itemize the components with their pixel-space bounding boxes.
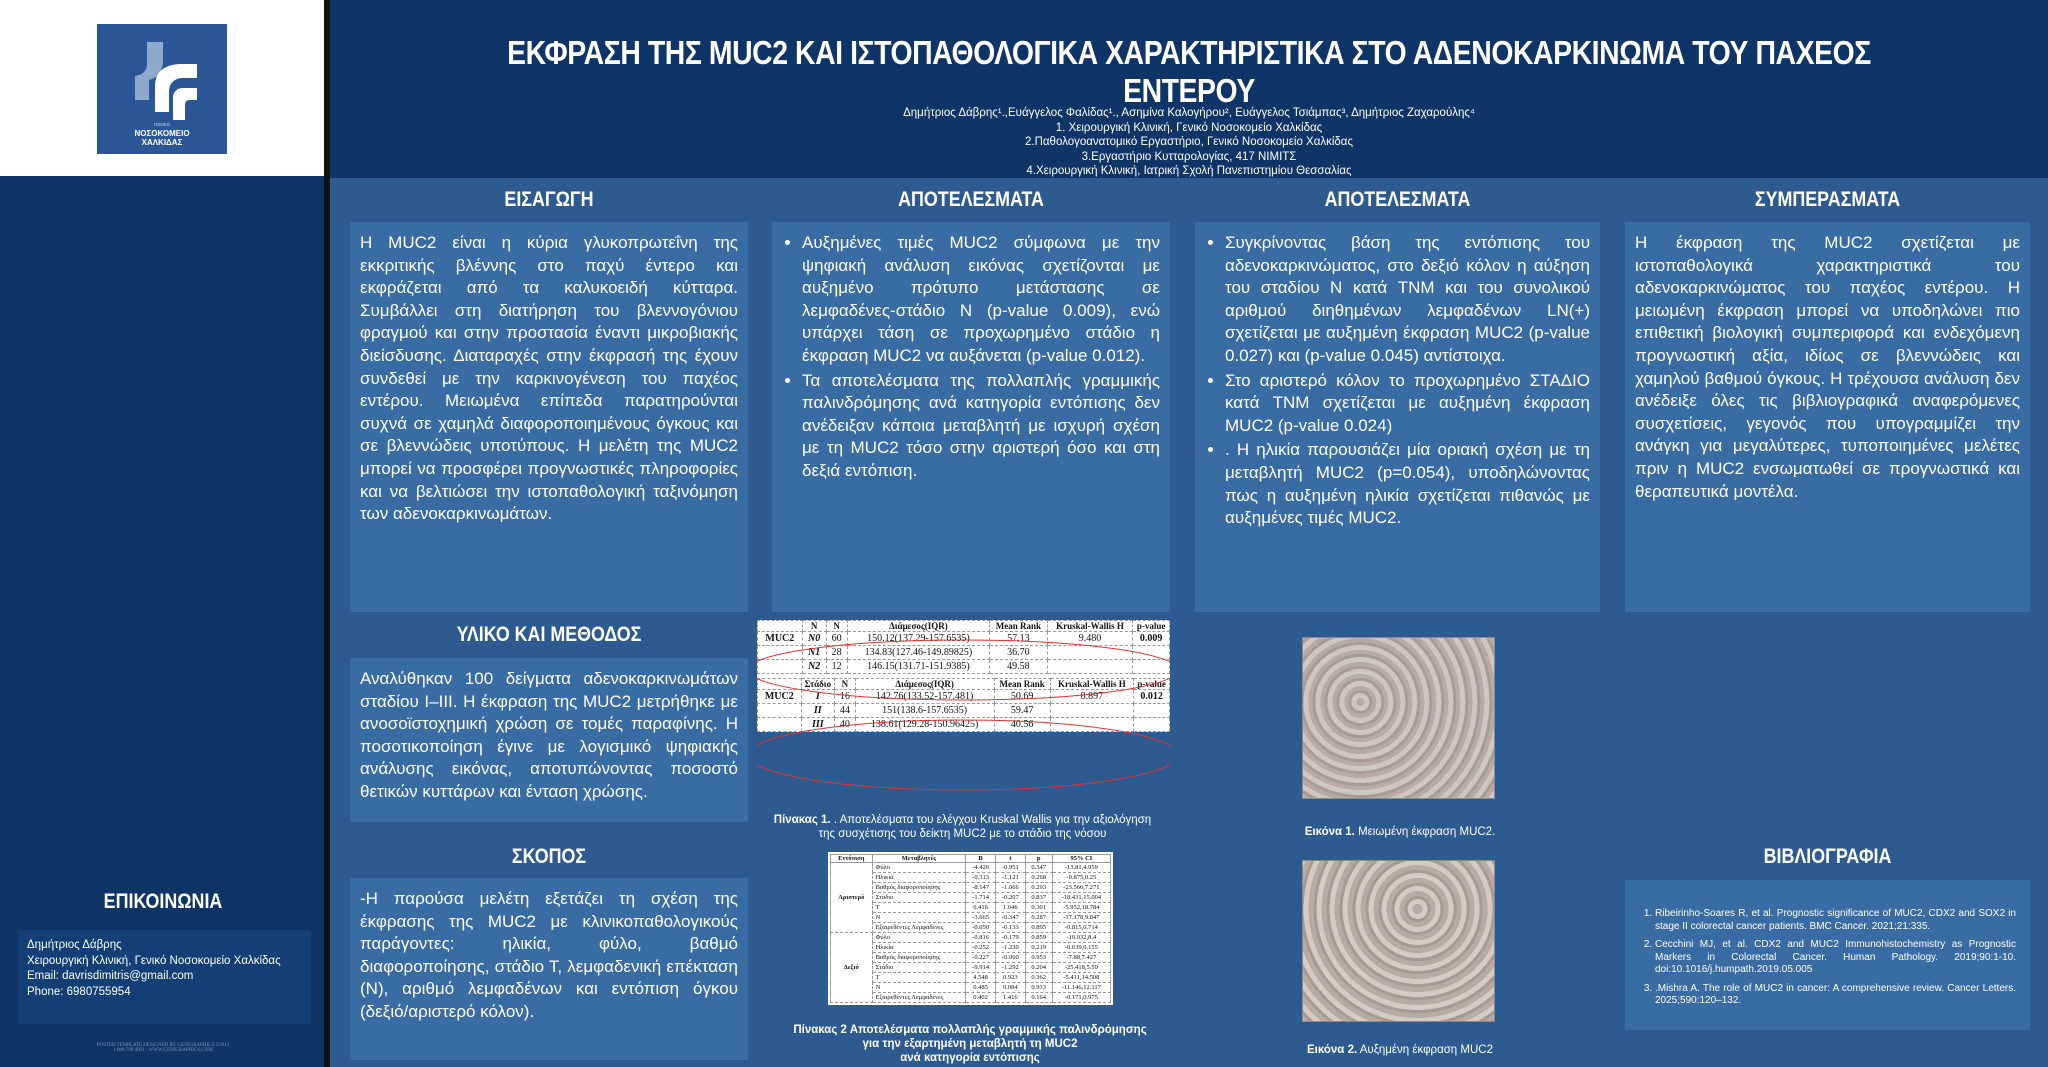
result-bullet: • Τα αποτελέσματα της πολλαπλής γραμμικής παλινδρόμησης ανά κατηγορία εντόπισης δεν ανέδειξαν κάποια μεταβλητή με ισχυρή σχέση με τη MUC2 τόσο στην αριστερή όσο και στη δεξιά εντόπιση.: [802, 370, 1160, 483]
table-cell: -1.292: [995, 963, 1025, 973]
reference-item: 3. .Mishra A. The role of MUC2 in cancer: A comprehensive review. Cancer Letters. 2025;590:120–132.: [1655, 983, 2016, 1008]
table-cell: 0.301: [1025, 903, 1052, 913]
caption-line: Πίνακας 2 Αποτελέσματα πολλαπλής γραμμικής παλινδρόμησης: [793, 1024, 1147, 1036]
table-cell: III: [801, 718, 834, 732]
table-cell: N2: [802, 660, 826, 674]
table-row: [831, 993, 1111, 1003]
result-bullet: • Συγκρίνοντας βάση της εντόπισης του αδενοκαρκινώματος, στο δεξιό κόλον η αύξηση του σταδίου Ν κατά TNM και του συνολικού αριθμού διηθημένων λεμφαδένων LN(+) σχετίζεται με αυξημένη έκφραση MUC2 (p-value 0.027) και (p-value 0.045) αντίστοιχα.: [1225, 232, 1590, 368]
conclusions-text: Η έκφραση της MUC2 σχετίζεται με ιστοπαθολογικά χαρακτηριστικά του αδενοκαρκινώματος του παχέος εντέρου. Η μειωμένη έκφραση μπορεί να υποδηλώνει πιο επιθετική βιολογική συμπεριφορά και ενδεχόμενη προγνωστική αξία, ιδίως σε βλεννώδεις και χαμηλού βαθμού όγκους. Η τρέχουσα ανάλυση δεν ανέδειξε όλες τις βιβλιογραφικά αναφερόμενες συσχετίσεις, γεγονός που υπογραμμίζει την ανάγκη για μεγαλύτερες, τυποποιημένες μελέτες πριν η MUC2 ενσωματωθεί σε προγνωστικά και θεραπευτικά μοντέλα.: [1635, 233, 2020, 501]
table-cell: Φύλο: [872, 863, 966, 873]
caption-text: . Αποτελέσματα του ελέγχου Kruskal Wallis για την αξιολόγηση της συσχέτισης του δείκτη MUC2 με το στάδιο της νόσου: [818, 814, 1152, 840]
table-cell: 151(138.6-157.6535): [855, 704, 994, 718]
results-heading: ΑΠΟΤΕΛΕΣΜΑΤΑ: [898, 188, 1044, 211]
table-cell: 59.47: [994, 704, 1050, 718]
reference-item: 1. Ribeirinho-Soares R, et al. Prognostic significance of MUC2, CDX2 and SOX2 in stage II colorectal cancer patients. BMC Cancer. 2021;21:335.: [1655, 908, 2016, 933]
table-cell: 0.859: [1025, 933, 1052, 943]
table-cell: -0.313: [966, 873, 996, 883]
table-header-cell: p: [1025, 855, 1052, 863]
credit-line: POSTER TEMPLATE DESIGNED BY GENIGRAPHICS ©2012: [96, 1043, 230, 1048]
logo-area: [0, 0, 326, 176]
contact-name: Δημήτριος Δάβρης: [27, 939, 122, 951]
table-header-cell: Kruskal-Wallis H: [1050, 679, 1133, 690]
table-cell: -0.816: [966, 933, 996, 943]
table-cell: N0: [802, 632, 826, 646]
table-cell: I: [801, 690, 834, 704]
references-heading: ΒΙΒΛΙΟΓΡΑΦΙΑ: [1763, 845, 1892, 868]
table-cell: -0.207: [995, 893, 1025, 903]
table-cell: 0.402: [966, 993, 996, 1003]
table-cell: T: [872, 973, 966, 983]
caption-text: Μειωμένη έκφραση MUC2.: [1354, 826, 1496, 838]
table-cell: Στάδιο: [872, 893, 966, 903]
table-1-caption: [770, 813, 1155, 841]
table-cell: Βαθμός διαφοροποίησης: [872, 883, 966, 893]
table-header-cell: B: [966, 855, 996, 863]
table-cell: 150.12(137.29-157.6535): [847, 632, 989, 646]
table-row: [831, 913, 1111, 923]
table-cell: 0.895: [1025, 923, 1052, 933]
poster-header: [330, 0, 2048, 178]
table-row: [831, 943, 1111, 953]
template-credit: [0, 1043, 326, 1053]
methods-panel: [350, 658, 748, 822]
intro-text: Η MUC2 είναι η κύρια γλυκοπρωτεΐνη της εκκριτικής βλέννης στο παχύ έντερο και εκφράζεται από τα καλυκοειδή κύτταρα. Συμβάλλει στη διατήρηση του βλεννογόνιου φραγμού και στην προστασία έναντι μικροβιακής διείσδυσης. Διαταραχές στην έκφρασή της έχουν συνδεθεί με την καρκινογένεση του παχέος εντέρου. Μειωμένα επίπεδα παρατηρούνται συχνά σε χαμηλά διαφοροποιημένους όγκους και σε βλεννώδεις υποτύπους. Η μελέτη της MUC2 μπορεί να προσφέρει προγνωστικές πληροφορίες και να βελτιώσει την ιστοπαθολογική ταξινόμηση των αδενοκαρκινωμάτων.: [360, 233, 738, 524]
table-cell: 0.268: [1025, 873, 1052, 883]
table-cell: -5.411,14.508: [1052, 973, 1110, 983]
table-cell: -7.88,7.427: [1052, 953, 1110, 963]
credit-line: 1.800.790.4001 · WWW.GENIGRAPHICS.COM: [113, 1048, 213, 1053]
table-cell: 0.204: [1025, 963, 1052, 973]
location-cell: Αριστερό: [831, 863, 873, 933]
table-header-cell: N: [835, 679, 856, 690]
table-cell: -0.227: [966, 953, 996, 963]
table-row: [831, 973, 1111, 983]
table-cell: 44: [835, 704, 856, 718]
table-cell: 0.084: [995, 983, 1025, 993]
table-row: [831, 883, 1111, 893]
table-row: [831, 983, 1111, 993]
table-cell: 0.012: [1134, 690, 1170, 704]
table-cell: 138.61(129.28-150.96425): [855, 718, 994, 732]
table-cell: -0.133: [995, 923, 1025, 933]
table-header-cell: Στάδιο: [801, 679, 834, 690]
table-cell: -0.060: [995, 953, 1025, 963]
table-cell: 4.548: [966, 973, 996, 983]
highlight-ellipses: [757, 620, 1170, 800]
table-row: [831, 893, 1111, 903]
contact-email[interactable]: Email: davrisdimitris@gmail.com: [27, 970, 194, 982]
methods-text: Αναλύθηκαν 100 δείγματα αδενοκαρκινωμάτων σταδίου I–III. Η έκφραση της MUC2 μετρήθηκε με ανοσοϊστοχημική χρώση σε τομές παραφίνης. Η ποσοτικοποίηση έγινε με λογισμικό ψηφιακής ανάλυσης εικόνας, αποτυπώνοντας ποσοστό θετικών κυττάρων και ένταση χρώσης.: [360, 669, 738, 801]
table-cell: 0.485: [966, 983, 996, 993]
table-header-cell: p-value: [1134, 679, 1170, 690]
table-cell: -3.665: [966, 913, 996, 923]
table-cell: -25.418,5.59: [1052, 963, 1110, 973]
table-header-cell: Διάμεσος(IQR): [855, 679, 994, 690]
results-panel-1: [772, 222, 1170, 612]
table-header-cell: Μεταβλητές: [872, 855, 966, 863]
table-cell: 1.416: [995, 993, 1025, 1003]
location-cell: Δεξιό: [831, 933, 873, 1003]
affiliation: 1. Χειρουργική Κλινική, Γενικό Νοσοκομείο Χαλκίδας: [1055, 121, 1323, 134]
table-row: [831, 923, 1111, 933]
table-header-cell: t: [995, 855, 1025, 863]
table-cell: -1.714: [966, 893, 996, 903]
table-cell: -1.066: [995, 883, 1025, 893]
table-cell: Ηλικία: [872, 873, 966, 883]
table-row: [831, 953, 1111, 963]
table-cell: 0.347: [1025, 863, 1052, 873]
table-row: [831, 933, 1111, 943]
table-cell: 0.923: [995, 973, 1025, 983]
table-cell: Ηλικία: [872, 943, 966, 953]
table-header-cell: N: [802, 621, 826, 632]
table-cell: 36.70: [990, 646, 1048, 660]
table-cell: -11.146,12.117: [1052, 983, 1110, 993]
table-cell: N1: [802, 646, 826, 660]
affiliation: 2.Παθολογοανατομικό Εργαστήριο, Γενικό Νοσοκομείο Χαλκίδας: [1025, 136, 1353, 148]
caption-line: ανά κατηγορία εντόπισης: [900, 1052, 1040, 1064]
affiliation: 4.Χειρουργική Κλινική, Ιατρική Σχολή Πανεπιστημίου Θεσσαλίας: [1026, 165, 1352, 177]
svg-text:ΧΑΛΚΙΔΑΣ: ΧΑΛΚΙΔΑΣ: [141, 138, 183, 147]
table-cell: -0.815,0.714: [1052, 923, 1110, 933]
table-cell: N: [872, 983, 966, 993]
table-cell: 142.76(133.52-157.481): [855, 690, 994, 704]
table-cell: -17.178,9.847: [1052, 913, 1110, 923]
table-cell: 60: [826, 632, 847, 646]
table-cell: 0.953: [1025, 953, 1052, 963]
authors: Δημήτριος Δάβρης¹.,Ευάγγελος Φαλίδας¹., Ασημίνα Καλογήρου², Ευάγγελος Τσιάμπας³, Δημήτριος Ζαχαρούλης⁴: [903, 107, 1475, 119]
table-cell: 9.480: [1047, 632, 1133, 646]
table-cell: Στάδιο: [872, 963, 966, 973]
result-bullet: • . Η ηλικία παρουσιάζει μία οριακή σχέση με τη μεταβλητή MUC2 (p=0.054), υποδηλώνοντας πως η αυξημένη ηλικία σχετίζεται πιθανώς με αυξημένες τιμές MUC2.: [1225, 439, 1590, 529]
table-cell: -1.230: [995, 943, 1025, 953]
hospital-logo: [97, 24, 227, 154]
contact-affiliation: Χειρουργική Κλινική, Γενικό Νοσοκομείο Χαλκίδας: [27, 954, 281, 967]
table-header-cell: p-value: [1133, 621, 1170, 632]
table-cell: Εξαιρεθέντες Λεμφαδένες: [872, 923, 966, 933]
caption-line: για την εξαρτημένη μεταβλητή τη MUC2: [862, 1038, 1078, 1050]
table-header-cell: N: [826, 621, 847, 632]
table-2-caption: [770, 1023, 1170, 1065]
intro-heading: ΕΙΣΑΓΩΓΗ: [504, 188, 594, 211]
table-cell: -5.952,18.784: [1052, 903, 1110, 913]
table-cell: Φύλο: [872, 933, 966, 943]
table-cell: T: [872, 903, 966, 913]
table-2-regression: [828, 852, 1113, 1005]
table-cell: 50.69: [994, 690, 1050, 704]
regression-table: [830, 854, 1111, 1003]
table-cell: -0.050: [966, 923, 996, 933]
table-cell: 40.56: [994, 718, 1050, 732]
table-cell: 0.009: [1133, 632, 1170, 646]
table-cell: -9.914: [966, 963, 996, 973]
table-cell: 0.293: [1025, 883, 1052, 893]
ellipse-mark: [757, 720, 1170, 790]
table-cell: 8.897: [1050, 690, 1133, 704]
table-cell: 0.219: [1025, 943, 1052, 953]
conclusions-panel: [1625, 222, 2030, 612]
table-cell: 57.13: [990, 632, 1048, 646]
poster-title: ΕΚΦΡΑΣΗ ΤΗΣ MUC2 ΚΑΙ ΙΣΤΟΠΑΘΟΛΟΓΙΚΑ ΧΑΡΑΚΤΗΡΙΣΤΙΚΑ ΣΤΟ ΑΔΕΝΟΚΑΡΚΙΝΩΜΑ ΤΟΥ ΠΑΧΕΟΣ ΕΝΤΕΡΟΥ: [507, 34, 1871, 109]
references-panel: [1625, 880, 2030, 1030]
table-cell: -23.566,7.271: [1052, 883, 1110, 893]
table-cell: 134.83(127.46-149.89825): [847, 646, 989, 660]
caption-label: Εικόνα 1.: [1304, 826, 1355, 838]
table-cell: -0.171,0.975: [1052, 993, 1110, 1003]
table-row: [831, 903, 1111, 913]
table-cell: 16: [835, 690, 856, 704]
table-cell: -18.431,15.004: [1052, 893, 1110, 903]
reference-item: 2. Cecchini MJ, et al. CDX2 and MUC2 Immunohistochemistry as Prognostic Markers in Colorectal Cancer. Human Pathology. 2019;90:1-10. doi:10.1016/j.humpath.2019.05.005: [1655, 939, 2016, 977]
table-cell: II: [801, 704, 834, 718]
results-panel-2: [1195, 222, 1600, 612]
aim-panel: [350, 878, 748, 1060]
table-cell: N: [872, 913, 966, 923]
table-cell: 12: [826, 660, 847, 674]
aim-heading: ΣΚΟΠΟΣ: [511, 845, 587, 868]
table-1-kruskal-wallis: [757, 620, 1170, 732]
results-heading-2: ΑΠΟΤΕΛΕΣΜΑΤΑ: [1324, 188, 1471, 211]
table-cell: MUC2: [758, 632, 803, 646]
table-cell: -1.121: [995, 873, 1025, 883]
table-cell: 146.15(131.71-151.9385): [847, 660, 989, 674]
svg-text:ΓΕΝΙΚΟ: ΓΕΝΙΚΟ: [153, 122, 171, 127]
table-header-cell: Mean Rank: [994, 679, 1050, 690]
table-cell: 49.58: [990, 660, 1048, 674]
table-cell: -0.347: [995, 913, 1025, 923]
table-cell: -4.426: [966, 863, 996, 873]
table-row: [831, 873, 1111, 883]
caption-label: Εικόνα 2.: [1306, 1044, 1358, 1056]
table-cell: 0.164: [1025, 993, 1052, 1003]
table-cell: -0.951: [995, 863, 1025, 873]
table-row: [831, 863, 1111, 873]
table-header-row: [831, 855, 1111, 863]
table-header-cell: 95% CI: [1052, 855, 1110, 863]
result-bullet: • Αυξημένες τιμές MUC2 σύμφωνα με την ψηφιακή ανάλυση εικόνας σχετίζονται με αυξημένο πρότυπο μετάστασης σε λεμφαδένες-στάδιο Ν (p-value 0.009), ενώ υπάρχει τάση σε προχωρημένο στάδιο η έκφραση MUC2 να αυξάνεται (p-value 0.012).: [802, 232, 1160, 368]
table-cell: -8.147: [966, 883, 996, 893]
conclusions-heading: ΣΥΜΠΕΡΑΣΜΑΤΑ: [1754, 188, 1901, 211]
table-cell: 0.837: [1025, 893, 1052, 903]
figure-2-histology-image: [1302, 860, 1495, 1022]
table-header-cell: Διάμεσος(IQR): [847, 621, 989, 632]
table-cell: -0.252: [966, 943, 996, 953]
figure-1-caption: [1260, 825, 1540, 839]
table-cell: -13.81,4.959: [1052, 863, 1110, 873]
table-cell: 0.287: [1025, 913, 1052, 923]
table-header-cell: Kruskal-Wallis H: [1047, 621, 1133, 632]
table-cell: -0.639,0.155: [1052, 943, 1110, 953]
table-cell: 6.416: [966, 903, 996, 913]
figure-1-histology-image: [1302, 637, 1495, 799]
contact-heading: ΕΠΙΚΟΙΝΩΝΙΑ: [103, 890, 223, 913]
authors-block: [330, 106, 2048, 179]
table-header-cell: Mean Rank: [990, 621, 1048, 632]
intro-panel: [350, 222, 748, 612]
svg-text:ΝΟΣΟΚΟΜΕΙΟ: ΝΟΣΟΚΟΜΕΙΟ: [134, 129, 190, 138]
table-cell: -0.875,0.25: [1052, 873, 1110, 883]
table-cell: -0.179: [995, 933, 1025, 943]
table-cell: 0.362: [1025, 973, 1052, 983]
table-cell: 1.046: [995, 903, 1025, 913]
contact-phone: Phone: 6980755954: [27, 985, 131, 998]
figure-2-caption: [1260, 1043, 1540, 1057]
result-bullet: • Στο αριστερό κόλον το προχωρημένο ΣΤΑΔΙΟ κατά TNM σχετίζεται με αυξημένη έκφραση MUC2 (p-value 0.024): [1225, 370, 1590, 438]
affiliation: 3.Εργαστήριο Κυτταρολογίας, 417 ΝΙΜΙΤΣ: [1081, 150, 1297, 163]
table-row: [831, 963, 1111, 973]
methods-heading: ΥΛΙΚΟ ΚΑΙ ΜΕΘΟΔΟΣ: [456, 623, 642, 646]
caption-text: Αυξημένη έκφραση MUC2: [1357, 1044, 1493, 1056]
table-cell: Βαθμός διαφοροποίησης: [872, 953, 966, 963]
table-cell: 40: [835, 718, 856, 732]
table-cell: MUC2: [758, 690, 802, 704]
aim-text: -Η παρούσα μελέτη εξετάζει τη σχέση της έκφρασης της MUC2 με κλινικοπαθολογικούς παράγοντες: ηλικία, φύλο, βαθμό διαφοροποίησης, στάδιο Τ, λεμφαδενική επέκταση (Ν), αριθμό λεμφαδένων και εντόπιση όγκου (δεξιό/αριστερό κόλον).: [360, 889, 738, 1021]
cross-logo-icon: [97, 24, 227, 154]
table-cell: -10.032,8.4: [1052, 933, 1110, 943]
table-cell: 28: [826, 646, 847, 660]
table-header-cell: Εντόπιση: [831, 855, 873, 863]
table-cell: Εξαιρεθέντες Λεμφαδένες: [872, 993, 966, 1003]
ellipse-mark: [757, 640, 1170, 700]
contact-panel: [18, 930, 311, 1024]
table-cell: 0.933: [1025, 983, 1052, 993]
caption-label: Πίνακας 1.: [773, 814, 831, 826]
